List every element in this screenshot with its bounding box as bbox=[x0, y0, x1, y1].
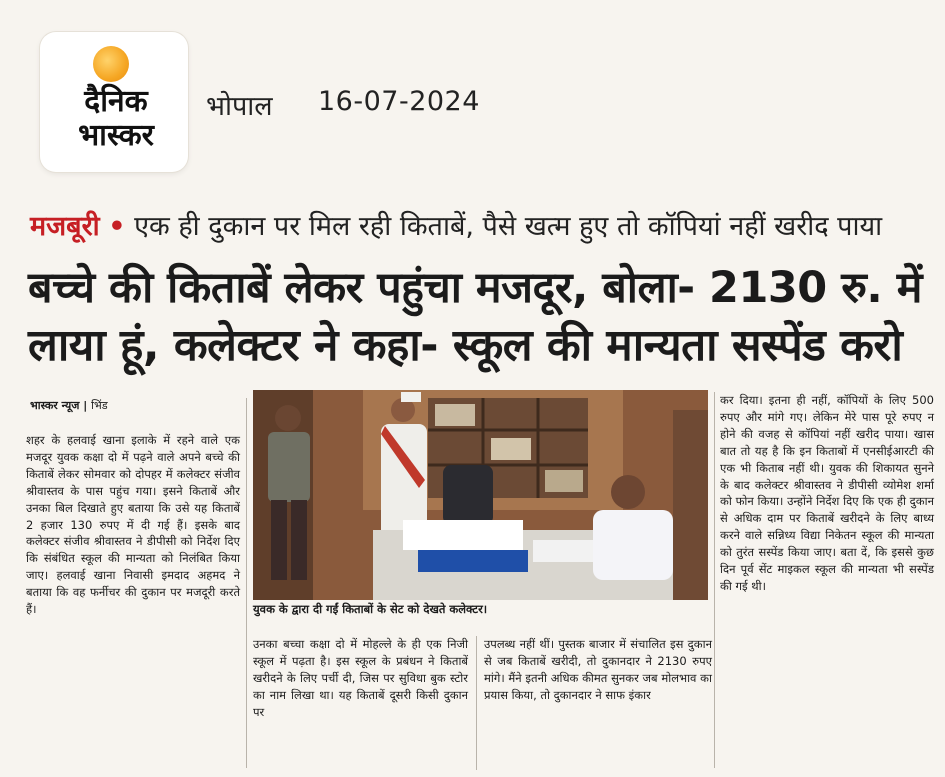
column-divider bbox=[714, 392, 715, 768]
headline-line2: लाया हूं, कलेक्टर ने कहा- स्कूल की मान्यता सस्पेंड करो bbox=[28, 320, 903, 371]
article-column-2: उनका बच्चा कक्षा दो में मोहल्ले के ही एक निजी स्कूल में पढ़ता है। इस स्कूल के प्रबंधन ने किताबें खरीदने के लिए पर्ची दी, जिस पर सुविधा बुक स्टोर का नाम लिखा था। यह किताबें दूसरी किसी दुकान पर bbox=[253, 637, 468, 719]
headline-line1: बच्चे की किताबें लेकर पहुंचा मजदूर, बोला- 2130 रु. में bbox=[28, 263, 922, 313]
edition-date: 16-07-2024 bbox=[318, 86, 480, 117]
byline-city: भिंड bbox=[91, 399, 108, 412]
headline-kicker-row bbox=[30, 210, 882, 244]
sun-icon bbox=[93, 46, 129, 82]
photo-caption: युवक के द्वारा दी गईं किताबों के सेट को देखते कलेक्टर। bbox=[253, 601, 708, 617]
column-divider bbox=[246, 398, 247, 768]
byline: भास्कर न्यूज | भिंड bbox=[30, 399, 108, 412]
column-divider bbox=[476, 636, 477, 770]
logo-text-line2: भास्कर bbox=[78, 118, 154, 153]
byline-agency: भास्कर न्यूज bbox=[30, 399, 80, 412]
tag-separator: • bbox=[108, 211, 126, 242]
article-column-4: कर दिया। इतना ही नहीं, कॉपियों के लिए 500 रुपए और मांगे गए। लेकिन मेरे पास पूरे रुपए न होने की वजह से कॉपियां नहीं खरीद पाया। खास बात तो यह है कि इन किताबों में एनसीईआरटी की एक भी किताब नहीं थी। युवक की शिकायत सुनने के बाद कलेक्टर श्रीवास्तव ने डीपीसी व्योमेश शर्मा को फोन किया। उन्होंने निर्देश दिए कि एक ही दुकान से अधिक दाम पर किताबें खरीदने के लिए बाध्य करने वाले सन्निध्य विद्या निकेतन स्कूल की मान्यता को तुरंत सस्पेंड किया जाए। बता दें, कि इससे कुछ दिन पूर्व सेंट माइकल स्कूल की मान्यता भी सस्पेंड की गई थी। bbox=[720, 393, 934, 593]
article-column-1: शहर के हलवाई खाना इलाके में रहने वाले एक मजदूर युवक कक्षा दो में पढ़ने वाले अपने बच्चे की किताबें लेकर सोमवार को दोपहर में कलेक्टर संजीव श्रीवास्तव के पास पहुंच गया। इसने किताबें और उनका बिल दिखाते हुए बताया कि उसे यह किताबें 2 हजार 130 रुपए में दी गई हैं। इसके बाद कलेक्टर संजीव श्रीवास्तव ने डीपीसी को निर्देश दिए कि संबंधित स्कूल की मान्यता को निलंबित किया जाए। हलवाई खाना निवासी इमदाद अहमद ने बताया कि वह फर्नीचर की दुकान पर मजदूरी करते हैं। bbox=[26, 433, 240, 617]
kicker-text: एक ही दुकान पर मिल रही किताबें, पैसे खत्म हुए तो कॉपियां नहीं खरीद पाया bbox=[134, 211, 883, 242]
edition-city: भोपाल bbox=[206, 91, 273, 122]
news-photo bbox=[253, 390, 708, 600]
section-tag: मजबूरी bbox=[30, 211, 100, 242]
article-column-3: उपलब्ध नहीं थीं। पुस्तक बाजार में संचालित इस दुकान से जब किताबें खरीदी, तो दुकानदार ने 2130 रुपए मांगे। मैंने इतनी अधिक कीमत सुनकर जब मोलभाव का प्रयास किया, तो दुकानदार ने साफ इंकार bbox=[484, 637, 712, 702]
photo-illustration bbox=[253, 390, 708, 600]
logo-text-line1: दैनिक bbox=[84, 84, 148, 119]
